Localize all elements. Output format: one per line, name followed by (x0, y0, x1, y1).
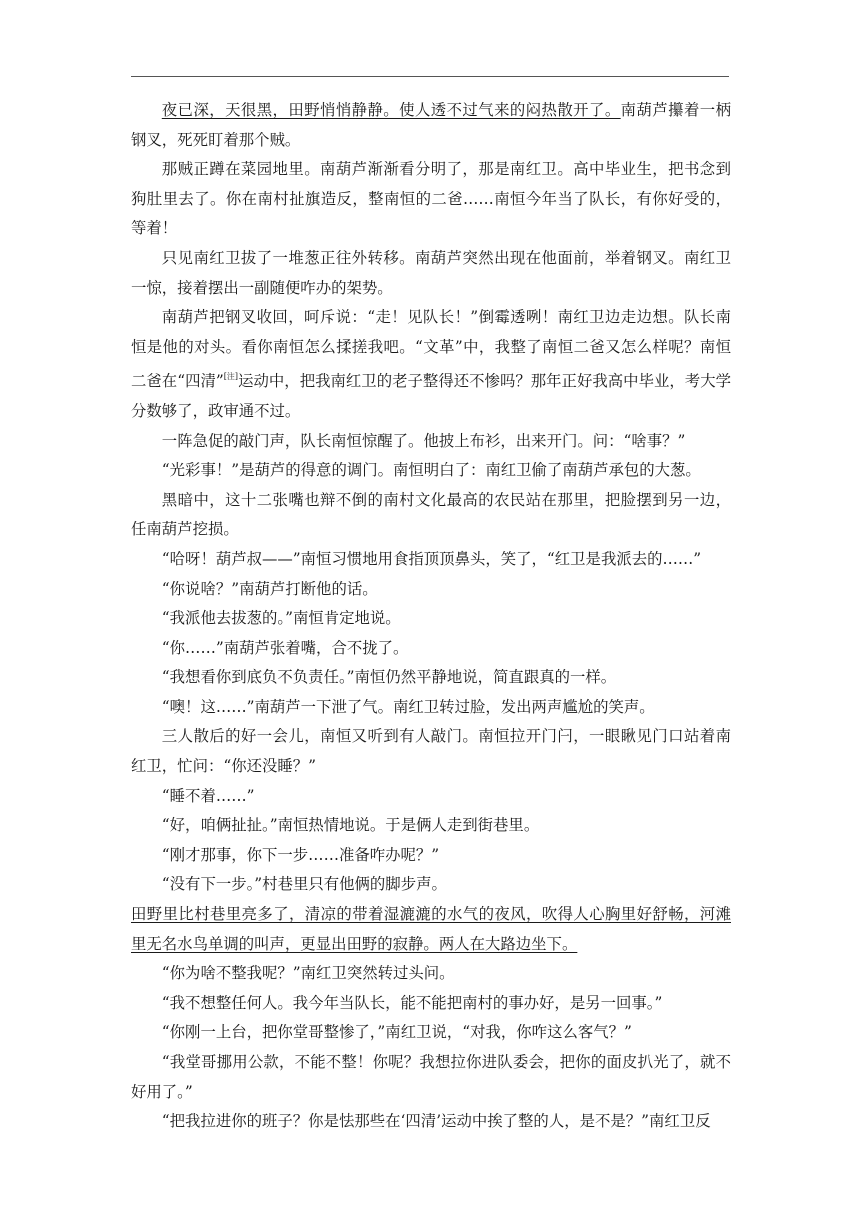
footnote-marker: [注] (223, 372, 239, 382)
paragraph-24: “把我拉进你的班子？你是怯那些在‘四清’运动中挨了整的人，是不是？”南红卫反 (161, 1112, 711, 1131)
paragraph-8: “哈呀！葫芦叔——”南恒习惯地用食指顶顶鼻头，笑了，“红卫是我派去的……” (161, 549, 702, 568)
paragraph-text: 运动中，把我南红卫的老子整得还不惨吗？那年正好我高中毕业，考大学分数够了，政审通不过。 (131, 372, 731, 420)
paragraph-text: 南葫芦把钢叉收回，呵斥说：“走！见队长！”倒霉透咧！南红卫边走边想。队长南恒是他的对头。看你南恒怎么揉搓我吧。“文革”中，我整了南恒二爸又怎么样呢？南恒二爸在“四清” (131, 308, 731, 391)
paragraph-15: “睡不着……” (161, 786, 255, 805)
paragraph-2: 那贼正蹲在菜园地里。南葫芦渐渐看分明了，那是南红卫。高中毕业生，把书念到狗肚里去了。你在南村扯旗造反，整南恒的二爸……南恒今年当了队长，有你好受的，等着！ (131, 160, 731, 238)
paragraph-6: “光彩事！”是葫芦的得意的调门。南恒明白了：南红卫偷了南葫芦承包的大葱。 (161, 461, 701, 480)
paragraph-19 (131, 900, 731, 959)
paragraph-14: 三人散后的好一会儿，南恒又听到有人敲门。南恒拉开门闩，一眼瞅见门口站着南红卫，忙问：“你还没睡？” (131, 727, 731, 776)
paragraph-21: “我不想整任何人。我今年当队长，能不能把南村的事办好，是另一回事。” (161, 993, 663, 1012)
paragraph-10: “我派他去拔葱的。”南恒肯定地说。 (161, 609, 401, 628)
paragraph-3: 只见南红卫拔了一堆葱正往外转移。南葫芦突然出现在他面前，举着钢叉。南红卫一惊，接着摆出一副随便咋办的架势。 (131, 248, 731, 297)
paragraph-12: “我想看你到底负不负责任。”南恒仍然平静地说，简直跟真的一样。 (161, 668, 617, 687)
paragraph-20: “你为啥不整我呢？”南红卫突然转过头问。 (161, 964, 455, 983)
paragraph-4 (131, 303, 731, 426)
paragraph-5: 一阵急促的敲门声，队长南恒惊醒了。他披上布衫，出来开门。问：“啥事？” (161, 431, 686, 450)
article-body (131, 96, 731, 1137)
paragraph-text: 南葫芦攥着一柄钢叉，死死盯着那个贼。 (131, 101, 731, 149)
paragraph-17: “刚才那事，你下一步……准备咋办呢？” (161, 845, 440, 864)
paragraph-23: “我堂哥挪用公款，不能不整！你呢？我想拉你进队委会，把你的面皮扒光了，就不好用了。” (131, 1053, 731, 1101)
paragraph-11: “你……”南葫芦张着嘴，合不拢了。 (161, 638, 409, 657)
paragraph-9: “你说啥？”南葫芦打断他的话。 (161, 579, 378, 598)
paragraph-22: “你刚一上台，把你堂哥整惨了，”南红卫说，“对我，你咋这么客气？” (161, 1023, 632, 1042)
header-rule (131, 76, 729, 77)
paragraph-16: “好，咱俩扯扯。”南恒热情地说。于是俩人走到街巷里。 (161, 816, 540, 835)
paragraph-18: “没有下一步。”村巷里只有他俩的脚步声。 (161, 875, 447, 894)
underlined-sentence: 田野里比村巷里亮多了，清凉的带着湿漉漉的水气的夜风，吹得人心胸里好舒畅，河滩里无名水鸟单调的叫声，更显出田野的寂静。两人在大路边坐下。 (131, 905, 731, 953)
underlined-sentence: 夜已深，天很黑，田野悄悄静静。使人透不过气来的闷热散开了。 (161, 101, 621, 119)
paragraph-7: 黑暗中，这十二张嘴也辩不倒的南村文化最高的农民站在那里，把脸摆到另一边，任南葫芦挖损。 (131, 490, 731, 539)
paragraph-13: “噢！这……”南葫芦一下泄了气。南红卫转过脸，发出两声尴尬的笑声。 (161, 697, 655, 716)
paragraph-1 (131, 96, 731, 155)
